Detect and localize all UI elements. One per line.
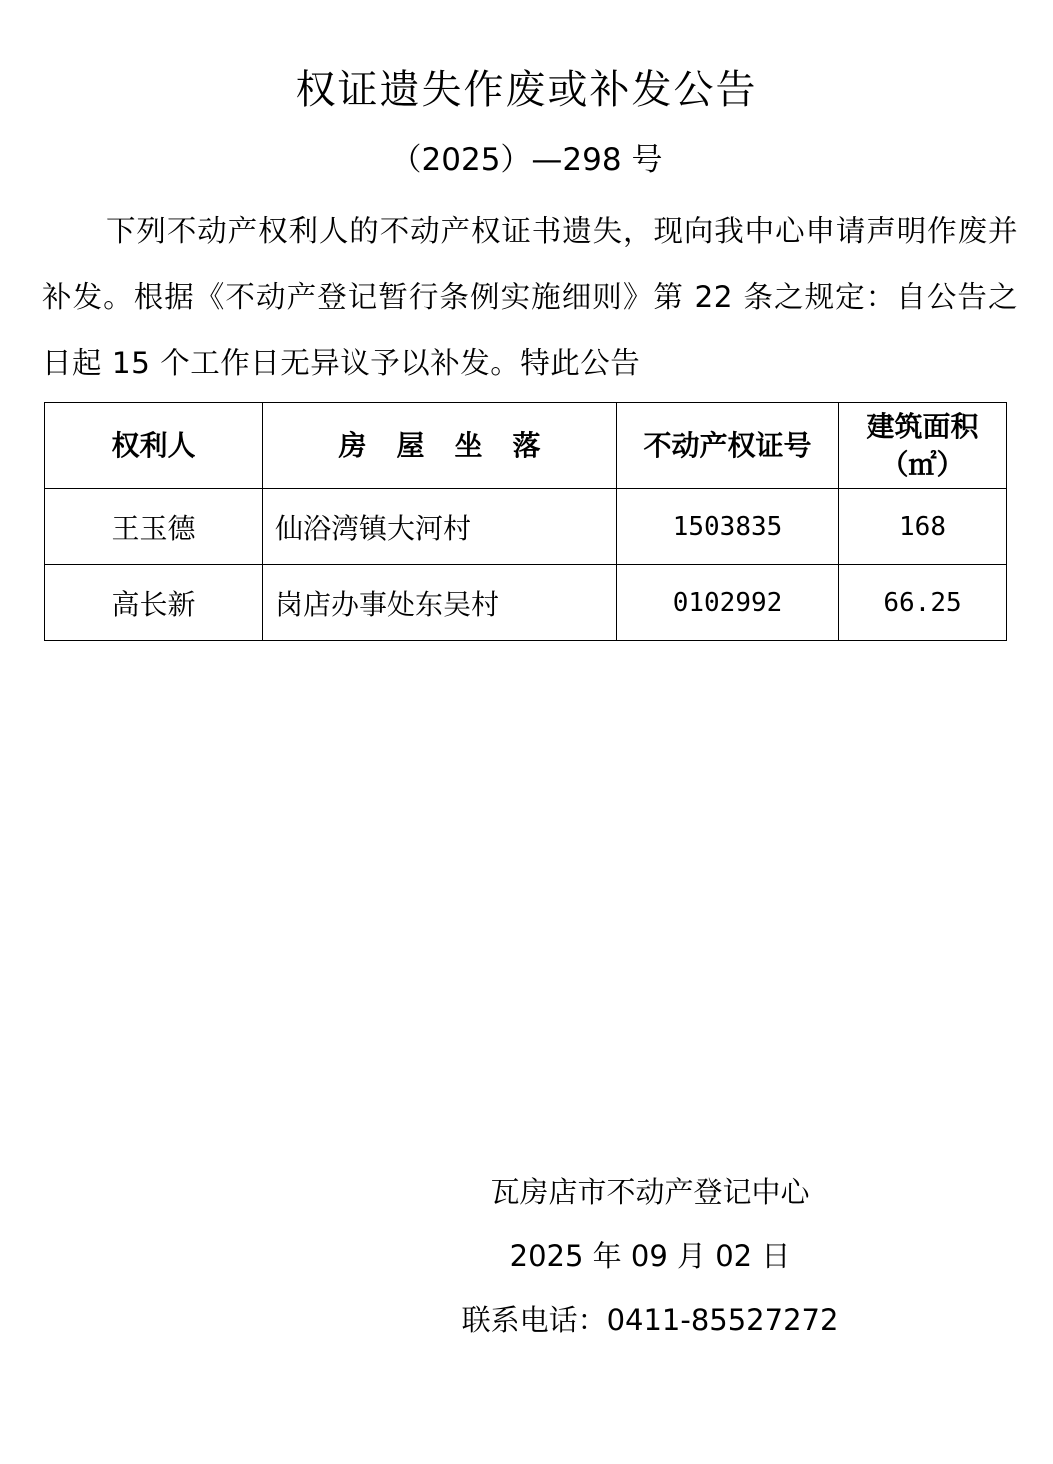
table-row — [45, 489, 1007, 565]
cell-location: 岗店办事处东吴村 — [263, 565, 617, 641]
header-location-label: 房屋坐落 — [338, 428, 571, 462]
cell-cert-no: 0102992 — [617, 565, 839, 641]
header-holder: 权利人 — [45, 403, 263, 489]
records-table — [44, 402, 1007, 641]
notice-number: （2025）—298 号 — [390, 142, 663, 178]
cell-area: 66.25 — [839, 565, 1007, 641]
cell-location: 仙浴湾镇大河村 — [263, 489, 617, 565]
cell-cert-no: 1503835 — [617, 489, 839, 565]
header-area-unit: （㎡） — [880, 447, 965, 481]
table-header-row — [45, 403, 1007, 489]
notice-body: 下列不动产权利人的不动产权证书遗失，现向我中心申请声明作废并补发。根据《不动产登记暂行条例实施细则》第 22 条之规定：自公告之日起 15 个工作日无异议予以补发。特此公告 — [42, 214, 1018, 380]
cell-area: 168 — [839, 489, 1007, 565]
cell-holder: 王玉德 — [45, 489, 263, 565]
table-row — [45, 565, 1007, 641]
issue-date: 2025 年 09 月 02 日 — [509, 1239, 791, 1273]
header-area — [839, 403, 1007, 489]
issuing-organization: 瓦房店市不动产登记中心 — [490, 1175, 810, 1209]
cell-holder: 高长新 — [45, 565, 263, 641]
header-location — [263, 403, 617, 489]
contact-phone: 联系电话：0411-85527272 — [461, 1303, 839, 1337]
header-area-label: 建筑面积 — [866, 409, 979, 443]
notice-title: 权证遗失作废或补发公告 — [295, 67, 758, 113]
header-cert-no: 不动产权证号 — [617, 403, 839, 489]
